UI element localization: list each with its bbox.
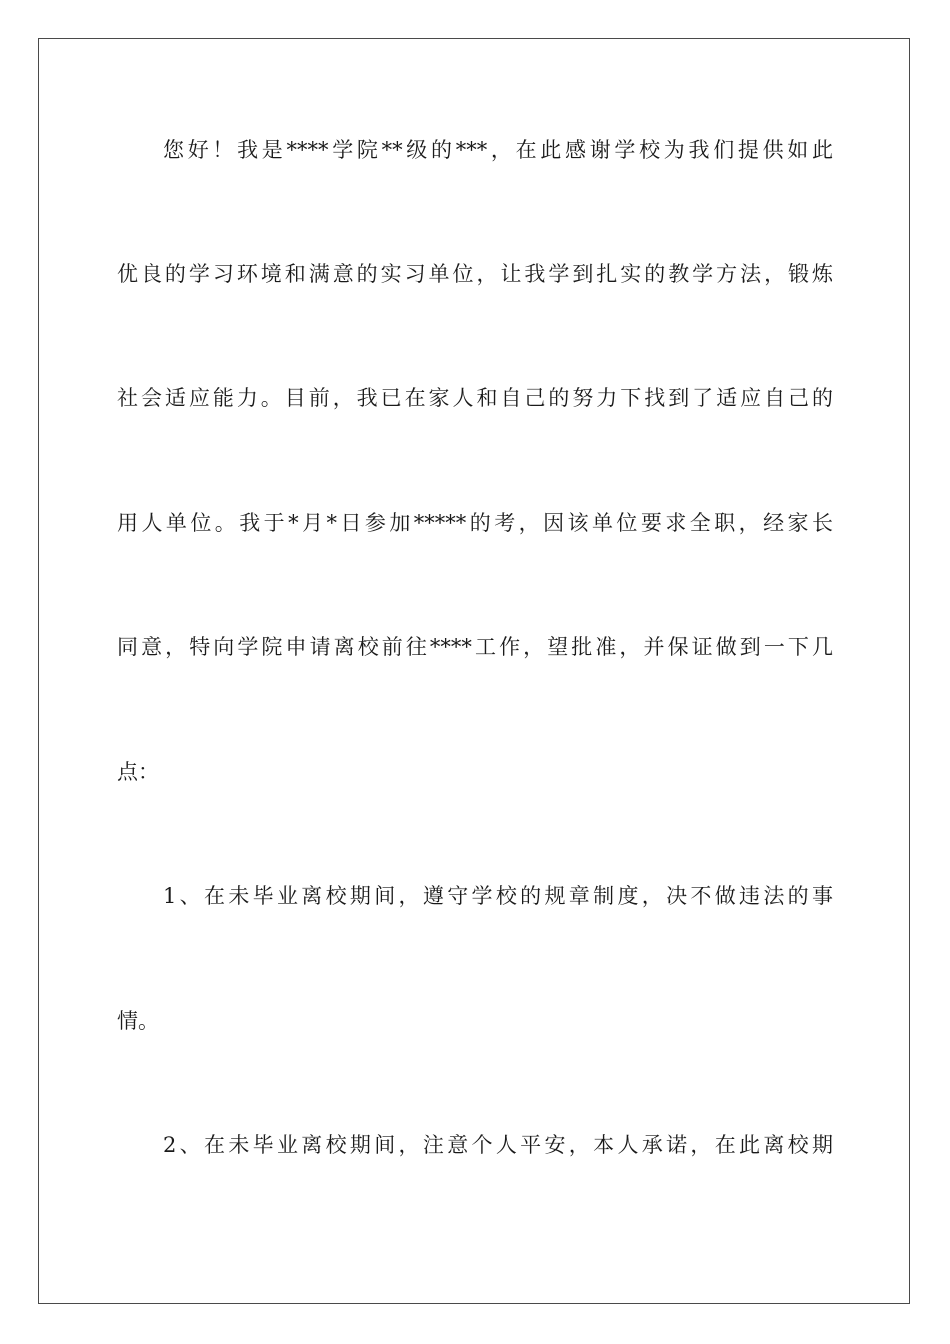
paragraph-line: 点： [117,760,159,784]
paragraph-line: 社会适应能力。目前，我已在家人和自己的努力下找到了适应自己的 [117,386,833,410]
paragraph-line: 用人单位。我于*月*日参加*****的考，因该单位要求全职，经家长 [117,511,833,535]
paragraph-line: 您好！我是****学院**级的***，在此感谢学校为我们提供如此 [163,138,833,162]
page-frame [38,38,910,1304]
paragraph-line: 优良的学习环境和满意的实习单位，让我学到扎实的教学方法，锻炼 [117,262,833,286]
paragraph-line: 同意，特向学院申请离校前往****工作，望批准，并保证做到一下几 [117,635,833,659]
list-item-line: 情。 [117,1009,159,1033]
list-item-line: 2、在未毕业离校期间，注意个人平安，本人承诺，在此离校期 [163,1133,833,1157]
list-item-line: 1、在未毕业离校期间，遵守学校的规章制度，决不做违法的事 [163,884,833,908]
